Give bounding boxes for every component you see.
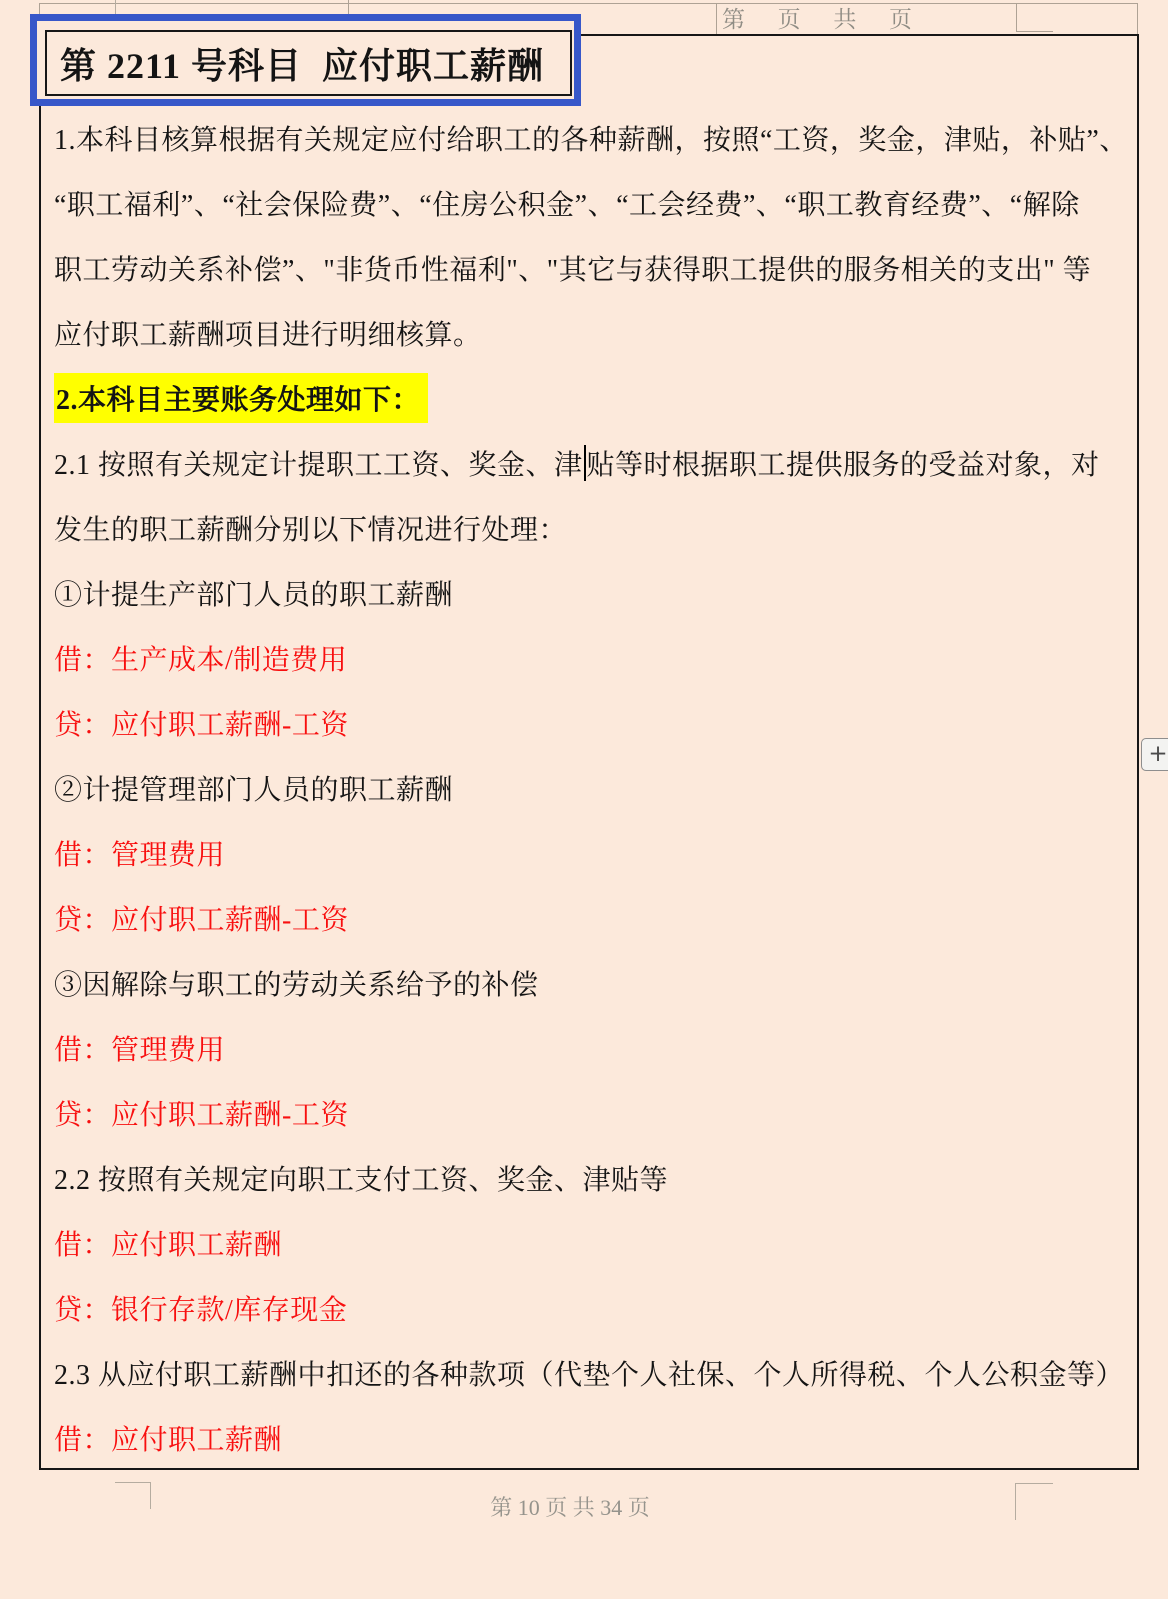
item-title-line[interactable]: ③因解除与职工的劳动关系给予的补偿 <box>54 969 539 1001</box>
debit-entry-line[interactable]: 借：应付职工薪酬 <box>54 1229 283 1261</box>
debit-entry-line[interactable]: 借：生产成本/制造费用 <box>54 644 348 676</box>
credit-entry-line[interactable]: 贷：银行存款/库存现金 <box>54 1294 348 1326</box>
header-char-gong: 共 <box>833 7 857 32</box>
text-cursor <box>584 445 586 481</box>
paragraph-line[interactable]: 职工劳动关系补偿”、"非货币性福利"、"其它与获得职工提供的服务相关的支出" 等 <box>54 254 1092 286</box>
debit-entry-line[interactable]: 借：管理费用 <box>54 1034 226 1066</box>
header-page-cell <box>722 2 912 33</box>
highlighted-heading-line[interactable] <box>54 365 1142 430</box>
margin-mark-bottom-left-h <box>115 1482 150 1483</box>
page-title[interactable]: 第 2211 号科目 应付职工薪酬 <box>60 45 545 86</box>
header-char-ye2: 页 <box>888 7 912 32</box>
footer-page-number: 第 10 页 共 34 页 <box>490 1495 650 1520</box>
header-vline-3 <box>716 3 717 34</box>
insert-plus-button[interactable]: + <box>1141 738 1168 771</box>
header-char-di: 第 <box>722 7 745 32</box>
debit-entry-line[interactable]: 借：应付职工薪酬 <box>54 1424 283 1456</box>
credit-entry-line[interactable]: 贷：应付职工薪酬-工资 <box>54 904 349 936</box>
paragraph-line[interactable]: 1.本科目核算根据有关规定应付给职工的各种薪酬，按照“工资，奖金，津贴，补贴”、 <box>54 124 1128 156</box>
paragraph-line[interactable]: 发生的职工薪酬分别以下情况进行处理： <box>54 514 568 546</box>
paragraph-line[interactable]: 应付职工薪酬项目进行明细核算。 <box>54 319 482 351</box>
credit-entry-line[interactable]: 贷：应付职工薪酬-工资 <box>54 709 349 741</box>
credit-entry-line[interactable]: 贷：应付职工薪酬-工资 <box>54 1099 349 1131</box>
section-title-line[interactable]: 2.2 按照有关规定向职工支付工资、奖金、津贴等 <box>54 1164 669 1196</box>
item-title-line[interactable]: ①计提生产部门人员的职工薪酬 <box>54 579 454 611</box>
yellow-highlight[interactable]: 2.本科目主要账务处理如下： <box>54 373 428 423</box>
paragraph-line-with-cursor[interactable] <box>54 430 1142 495</box>
text-before-cursor[interactable]: 2.1 按照有关规定计提职工工资、奖金、津 <box>54 449 583 481</box>
paragraph-line[interactable]: “职工福利”、“社会保险费”、“住房公积金”、“工会经费”、“职工教育经费”、“解除 <box>54 189 1080 221</box>
header-cell-tick <box>1016 31 1053 32</box>
document-text-area[interactable] <box>54 105 1142 1470</box>
item-title-line[interactable]: ②计提管理部门人员的职工薪酬 <box>54 774 454 806</box>
header-vline-4 <box>1016 3 1017 32</box>
section-title-line[interactable]: 2.3 从应付职工薪酬中扣还的各种款项（代垫个人社保、个人所得税、个人公积金等） <box>54 1359 1125 1391</box>
text-after-cursor[interactable]: 贴等时根据职工提供服务的受益对象，对 <box>586 449 1100 481</box>
debit-entry-line[interactable]: 借：管理费用 <box>54 839 226 871</box>
title-frame <box>45 30 572 96</box>
header-vline-5 <box>1137 3 1138 34</box>
header-top-rule <box>39 3 1137 4</box>
header-char-ye1: 页 <box>777 7 801 32</box>
title-highlight-box <box>30 14 581 106</box>
margin-mark-bottom-right-h <box>1015 1483 1053 1484</box>
